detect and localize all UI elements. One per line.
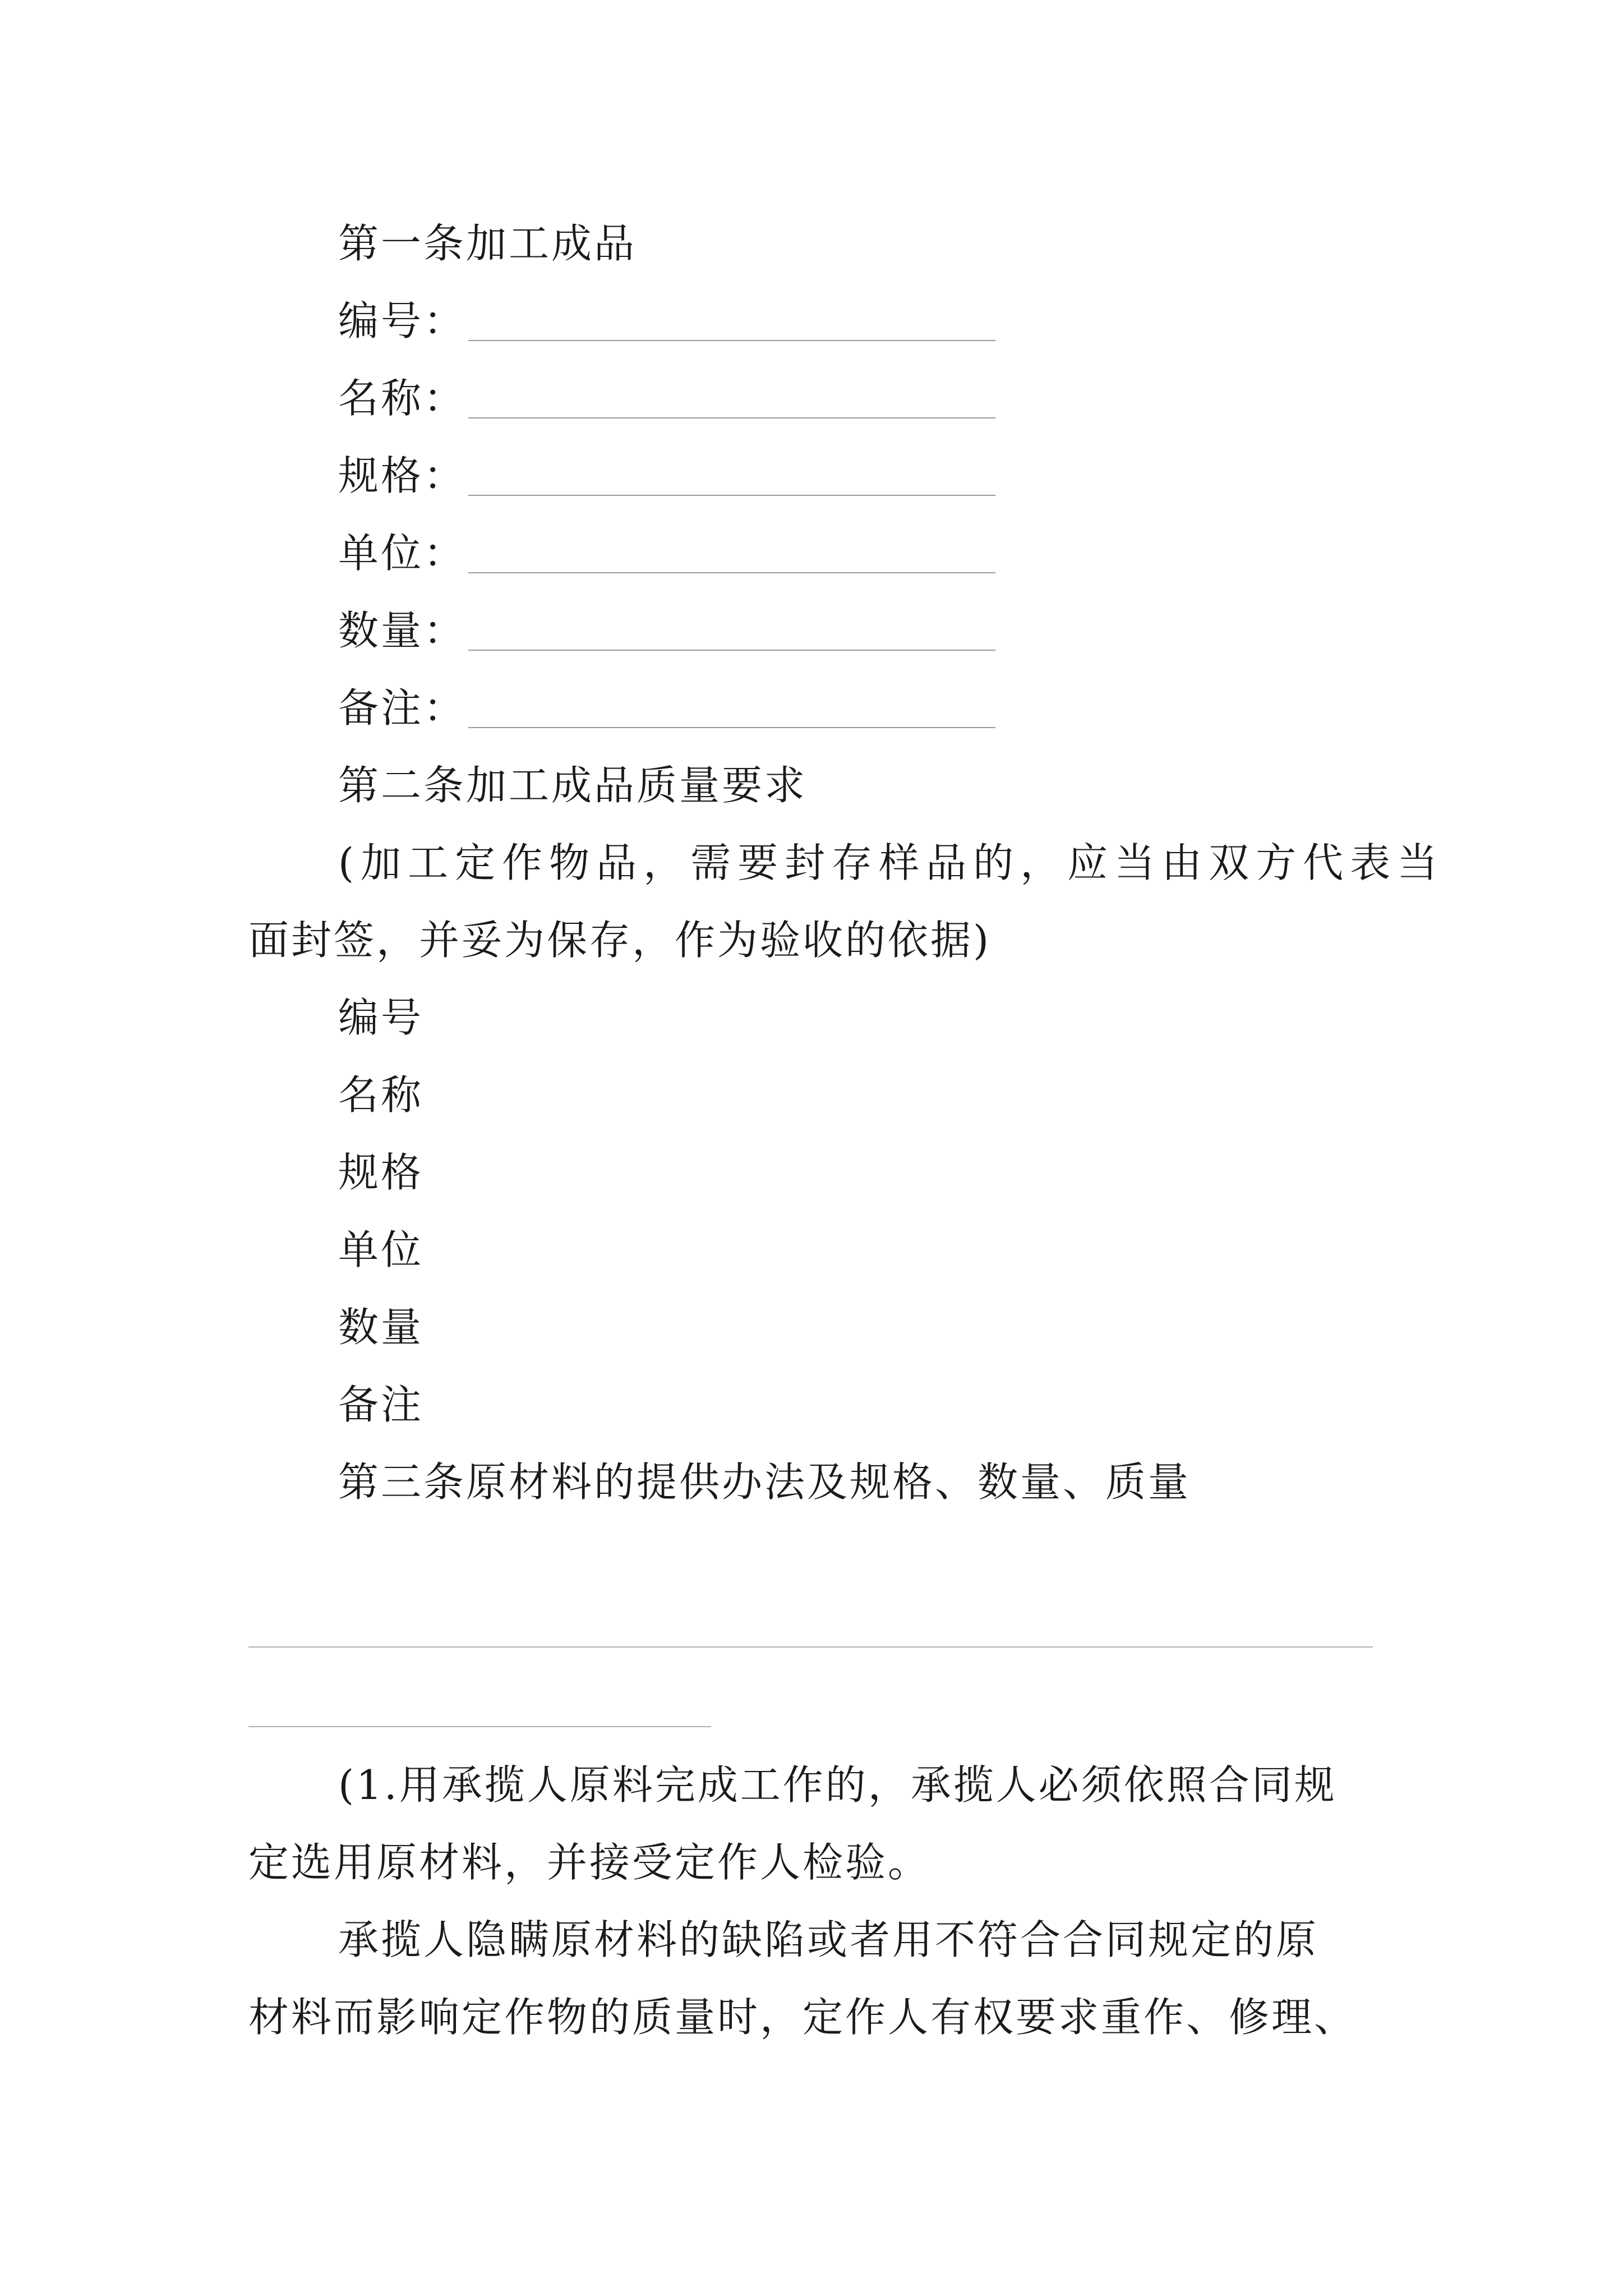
field-blank-unit[interactable] [468, 572, 995, 573]
article2-note-line2: 面封签，并妥为保存，作为验收的依据) [248, 917, 992, 964]
field-blank-number[interactable] [468, 340, 995, 341]
field-blank-spec[interactable] [468, 495, 995, 496]
field-label-unit: 单位： [338, 530, 467, 577]
field-blank-quantity[interactable] [468, 650, 995, 651]
article1-title: 第一条加工成品 [338, 220, 637, 267]
field-label-remarks: 备注： [338, 684, 467, 731]
blank-rule-long[interactable] [248, 1646, 1373, 1648]
article2-item-spec: 规格 [338, 1149, 424, 1196]
article3-para1-line1: (1.用承揽人原料完成工作的，承揽人必须依照合同规 [338, 1761, 1337, 1809]
article2-item-name: 名称 [338, 1071, 424, 1119]
article3-para2-line1: 承揽人隐瞒原材料的缺陷或者用不符合合同规定的原 [338, 1916, 1319, 1963]
article3-para2-line2: 材料而影响定作物的质量时，定作人有权要求重作、修理、 [248, 1994, 1357, 2041]
field-label-quantity: 数量： [338, 607, 467, 654]
article2-title: 第二条加工成品质量要求 [338, 762, 808, 809]
field-blank-remarks[interactable] [468, 727, 995, 728]
field-label-name: 名称： [338, 375, 467, 422]
article2-item-quantity: 数量 [338, 1304, 424, 1351]
article3-para1-line2: 定选用原材料，并接受定作人检验。 [248, 1839, 931, 1886]
article2-note-line1: (加工定作物品，需要封存样品的，应当由双方代表当 [338, 839, 1445, 886]
article2-item-number: 编号 [338, 994, 424, 1041]
field-label-number: 编号： [338, 297, 467, 344]
field-blank-name[interactable] [468, 417, 995, 418]
blank-rule-short[interactable] [248, 1726, 711, 1727]
article2-item-unit: 单位 [338, 1226, 424, 1273]
field-label-spec: 规格： [338, 452, 467, 499]
article3-title: 第三条原材料的提供办法及规格、数量、质量 [338, 1458, 1191, 1506]
article2-item-remarks: 备注 [338, 1381, 424, 1428]
